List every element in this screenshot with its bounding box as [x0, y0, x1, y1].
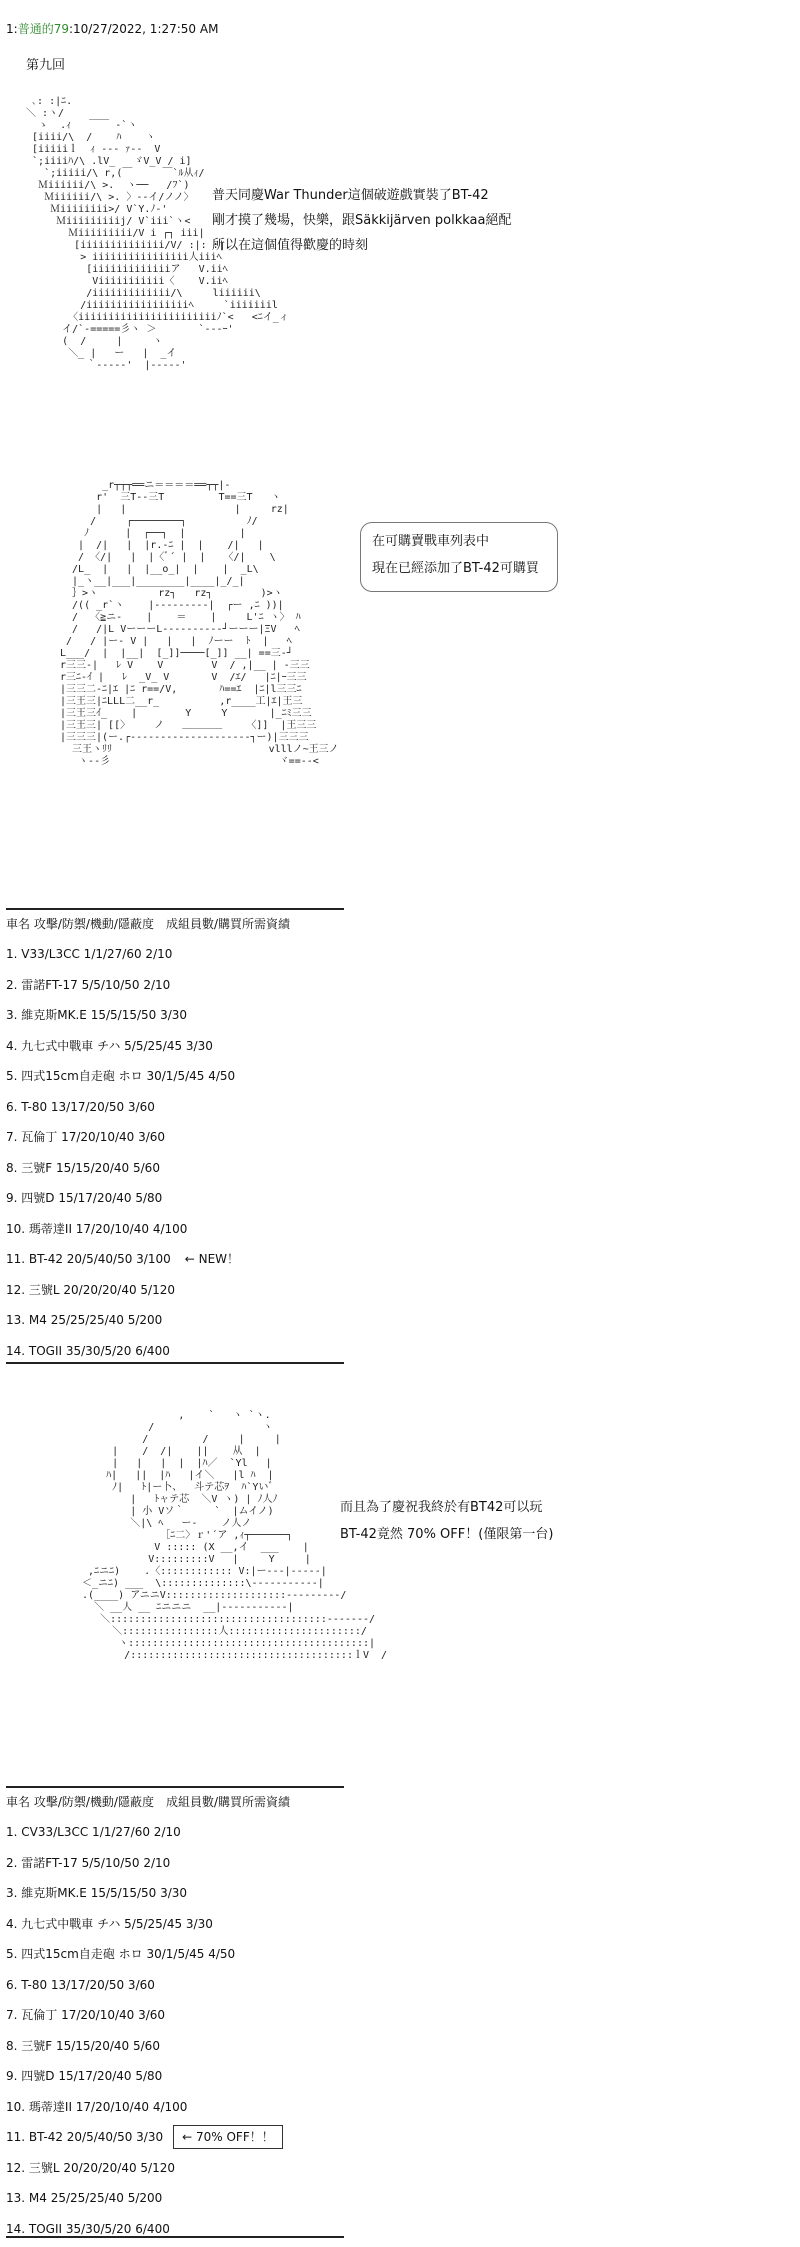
table-row: 13. M4 25/25/25/40 5/200	[6, 2186, 290, 2217]
table-row: 5. 四式15cm自走砲 ホロ 30/1/5/45 4/50	[6, 1942, 290, 1973]
table-row: 10. 瑪蒂達II 17/20/10/40 4/100	[6, 2095, 290, 2126]
poster-name[interactable]: 普通的79	[18, 22, 69, 36]
scene3-dialogue	[340, 1500, 553, 1554]
table-row: 10. 瑪蒂達II 17/20/10/40 4/100	[6, 1217, 290, 1248]
dialogue-line: 在可購賣戰車列表中	[372, 534, 539, 551]
table-row: 14. TOGII 35/30/5/20 6/400	[6, 1339, 290, 1370]
table-row: 9. 四號D 15/17/20/40 5/80	[6, 2064, 290, 2095]
ascii-art-character-cheering: ､: :|ﾆ. ＼ :ヽ/ ゝ .ｨ ￣￣ ‐`ヽ [iiii/\ / ﾊ ヽ [iiiiiｌ ｨ ‐‐‐ ｧ‐‐ V `;iiiiﾊ/\ .lV_ ゞV_V / i] `;iiiii/\ r,(￣ ￣`ﾙ从ｨ/ Ｍiiiiii/\ >. ヽ── /ﾌ`) Ｍiiiiii/\ >. 〉‐-イ/ノノ〉 Ｍiiiiiiii>/ V`Y.ﾉ‐' Ｍiiiiiiiiij/ V`iii`ヽ< Ｍiiiiiiiii/V i ┌┐ iii| [iiiiiiiiiiiiii/V/ :|: :|. > iiiiiiiiiiiiiiii人iiiﾍ [iiiiiiiiiiiiiア V.iiﾍ Viiiiiiiiiii〈 V.iiﾍ /iiiiiiiiiiiii/\ liiiiii\ /iiiiiiiiiiiiiiiiiﾍ `iiiiiiil 〈iiiiiiiiiiiiiiiiiiiiiiiﾉ`< <ﾆイ_ィ イ/`‐=====彡ヽ ＞ `‐‐-ｰ' ( / | ヽ ＼_ | ー | _イ ｀‐‐‐‐‐' |‐‐‐‐‐'	[20, 96, 289, 372]
row-text: 11. BT-42 20/5/40/50 3/30	[6, 2130, 163, 2144]
table-row: 6. T-80 13/17/20/50 3/60	[6, 1095, 290, 1126]
divider	[6, 908, 344, 910]
table-row: 13. M4 25/25/25/40 5/200	[6, 1308, 290, 1339]
table-row: 7. 瓦倫丁 17/20/10/40 3/60	[6, 1125, 290, 1156]
divider	[6, 1786, 344, 1788]
table-row-highlight	[6, 2125, 290, 2156]
table-row: 12. 三號L 20/20/20/40 5/120	[6, 2156, 290, 2187]
table-row: 8. 三號F 15/15/20/40 5/60	[6, 2034, 290, 2065]
table-row: 2. 雷諾FT-17 5/5/10/50 2/10	[6, 973, 290, 1004]
scene2-dialogue	[372, 534, 539, 588]
table-row: 9. 四號D 15/17/20/40 5/80	[6, 1186, 290, 1217]
table-row: 12. 三號L 20/20/20/40 5/120	[6, 1278, 290, 1309]
table-row: 5. 四式15cm自走砲 ホロ 30/1/5/45 4/50	[6, 1064, 290, 1095]
table-row: 14. TOGII 35/30/5/20 6/400	[6, 2217, 290, 2247]
post-number: 1	[6, 22, 14, 36]
ascii-art-vending-robot: _r┬┬┬══ニ＝＝＝＝══┬┬|‐ r' 三T‐‐三T T==三T ヽ | | | rz| / ┌────────┐ ﾉ/ ﾉ | ┌──┐ | | | /| | |r.‐ﾆ | | /| | / 〈/| | |〈ﾞ´ | | 〈/| \ /L_ | | |__o_| | | _L\ |_ヽ__|___|________|____|_/_| ｝>ヽ rz┐ rz┐ )>ヽ /(( _r`ヽ |‐‐‐‐‐‐‐‐‐| ┌ー ,ﾆ ))| / 〈≧ニ- | ＝ | L'ﾆ ヽ〉 ﾊ / /|L VーーーL‐‐‐‐‐‐‐‐‐‐┘ーーー|ΞV ﾍ / / |ー‐ V | | | ﾉーー ﾄ | ﾍ L___/ | |__| [_]]────[_]] __| ==三-┘ r三三-| ﾚ V V V / ,|__ | ‐三三 r三ﾆ-ｲ | ﾚ _V_ V V /ｴ/ |ﾆ|ｰ三三 |三三二-ﾆ|ｴ |ﾆ r==/V, ﾊ==ｴ |ﾆ|l三三ﾆ |三王三|ﾆLLL二__r_ ,r____工|ｴ|王三 |三王三ｲ_ | Y Y |_ﾆﾐ三三 |三王三| [[〉 ノ ＿＿＿＿ 〈]] |王三三 |三三三|(ー.┌‐‐‐‐‐‐‐‐‐‐‐‐‐‐‐‐‐‐‐‐┐ー)|三三三 三王ヽﾘﾘ vlllノ~王三ノ ヽ--彡 ヾ==--<	[60, 480, 339, 768]
divider	[6, 2236, 344, 2238]
table-row: 8. 三號F 15/15/20/40 5/60	[6, 1156, 290, 1187]
table-header: 車名 攻擊/防禦/機動/隱蔽度 成組員數/購買所需資績	[6, 912, 290, 942]
table-row: 6. T-80 13/17/20/50 3/60	[6, 1973, 290, 2004]
tank-table-2	[6, 1790, 290, 2247]
dialogue-line: 現在已經添加了BT-42可購買	[372, 561, 539, 578]
tank-table-1	[6, 912, 290, 1369]
discount-badge: ← 70% OFF！！	[173, 2125, 283, 2149]
table-row: 1. CV33/L3CC 1/1/27/60 2/10	[6, 1820, 290, 1851]
dialogue-line: 普天同慶War Thunder這個破遊戲實裝了BT-42	[212, 188, 511, 205]
row-text: 11. BT-42 20/5/40/50 3/100	[6, 1252, 171, 1266]
table-row: 3. 維克斯MK.E 15/5/15/50 3/30	[6, 1003, 290, 1034]
table-row-highlight	[6, 1247, 290, 1278]
table-row: 2. 雷諾FT-17 5/5/10/50 2/10	[6, 1851, 290, 1882]
post-separator: :	[14, 22, 18, 36]
post-header	[6, 20, 218, 37]
divider	[6, 1362, 344, 1364]
table-row: 4. 九七式中戰車 チハ 5/5/25/45 3/30	[6, 1034, 290, 1065]
new-badge: ← NEW！	[185, 1247, 239, 1271]
table-row: 1. V33/L3CC 1/1/27/60 2/10	[6, 942, 290, 973]
ascii-art-character-with-sign: , ` ヽ `ヽ. / ヽ / / | | | / /| || 从 | | | | | |ﾊ／ `Yl | ﾊ| || |ﾊ |イ＼ |l ﾊ | ﾉ| ﾄ|ー卜、 斗テ芯ｦ ﾊ`Yいﾞ | ﾄャテ芯 ＼V ヽ) | ﾉ人ﾉ | 小 Vソ｀ ` |ムイノ) ＼|\ ﾍ ー‐ ノ人ノ ［ﾆ二〉ｒ'´ア ,ｨ┬──────┐ V ::::: (X __,イ ___ | V:::::::::V | Y | ,ﾆニﾆ) .〈:::::::::::: V:|ー‐‐‐|‐‐‐‐‐| ＜_ニﾆ) ___ \::::::::::::::\‐‐‐‐‐‐‐‐‐‐‐| .(____) アニニV::::::::::::::::::::‐‐‐‐‐‐‐‐‐/ ＼ __人 __ ﾆニニニ __|‐‐‐‐‐‐‐‐‐‐‐| ＼::::::::::::::::::::::::::::::::::::‐‐‐‐‐‐‐/ ＼::::::::::::::::人::::::::::::::::::::::/ ヽ::::::::::::::::::::::::::::::::::::::::| /:::::::::::::::::::::::::::::::::::::ｌV /	[70, 1410, 387, 1662]
table-row: 4. 九七式中戰車 チハ 5/5/25/45 3/30	[6, 1912, 290, 1943]
dialogue-line: 剛才摸了幾場，快樂，跟Säkkijärven polkkaa絕配	[212, 213, 511, 230]
table-row: 7. 瓦倫丁 17/20/10/40 3/60	[6, 2003, 290, 2034]
table-row: 3. 維克斯MK.E 15/5/15/50 3/30	[6, 1881, 290, 1912]
chapter-title: 第九回	[26, 54, 65, 73]
dialogue-line: BT-42竟然 70% OFF！(僅限第一台)	[340, 1527, 553, 1544]
dialogue-line: 而且為了慶祝我終於有BT42可以玩	[340, 1500, 553, 1517]
scene1-dialogue	[212, 188, 511, 263]
table-header: 車名 攻擊/防禦/機動/隱蔽度 成組員數/購買所需資績	[6, 1790, 290, 1820]
post-datetime: :10/27/2022, 1:27:50 AM	[69, 22, 218, 36]
dialogue-line: 所以在這個值得歡慶的時刻	[212, 238, 511, 255]
